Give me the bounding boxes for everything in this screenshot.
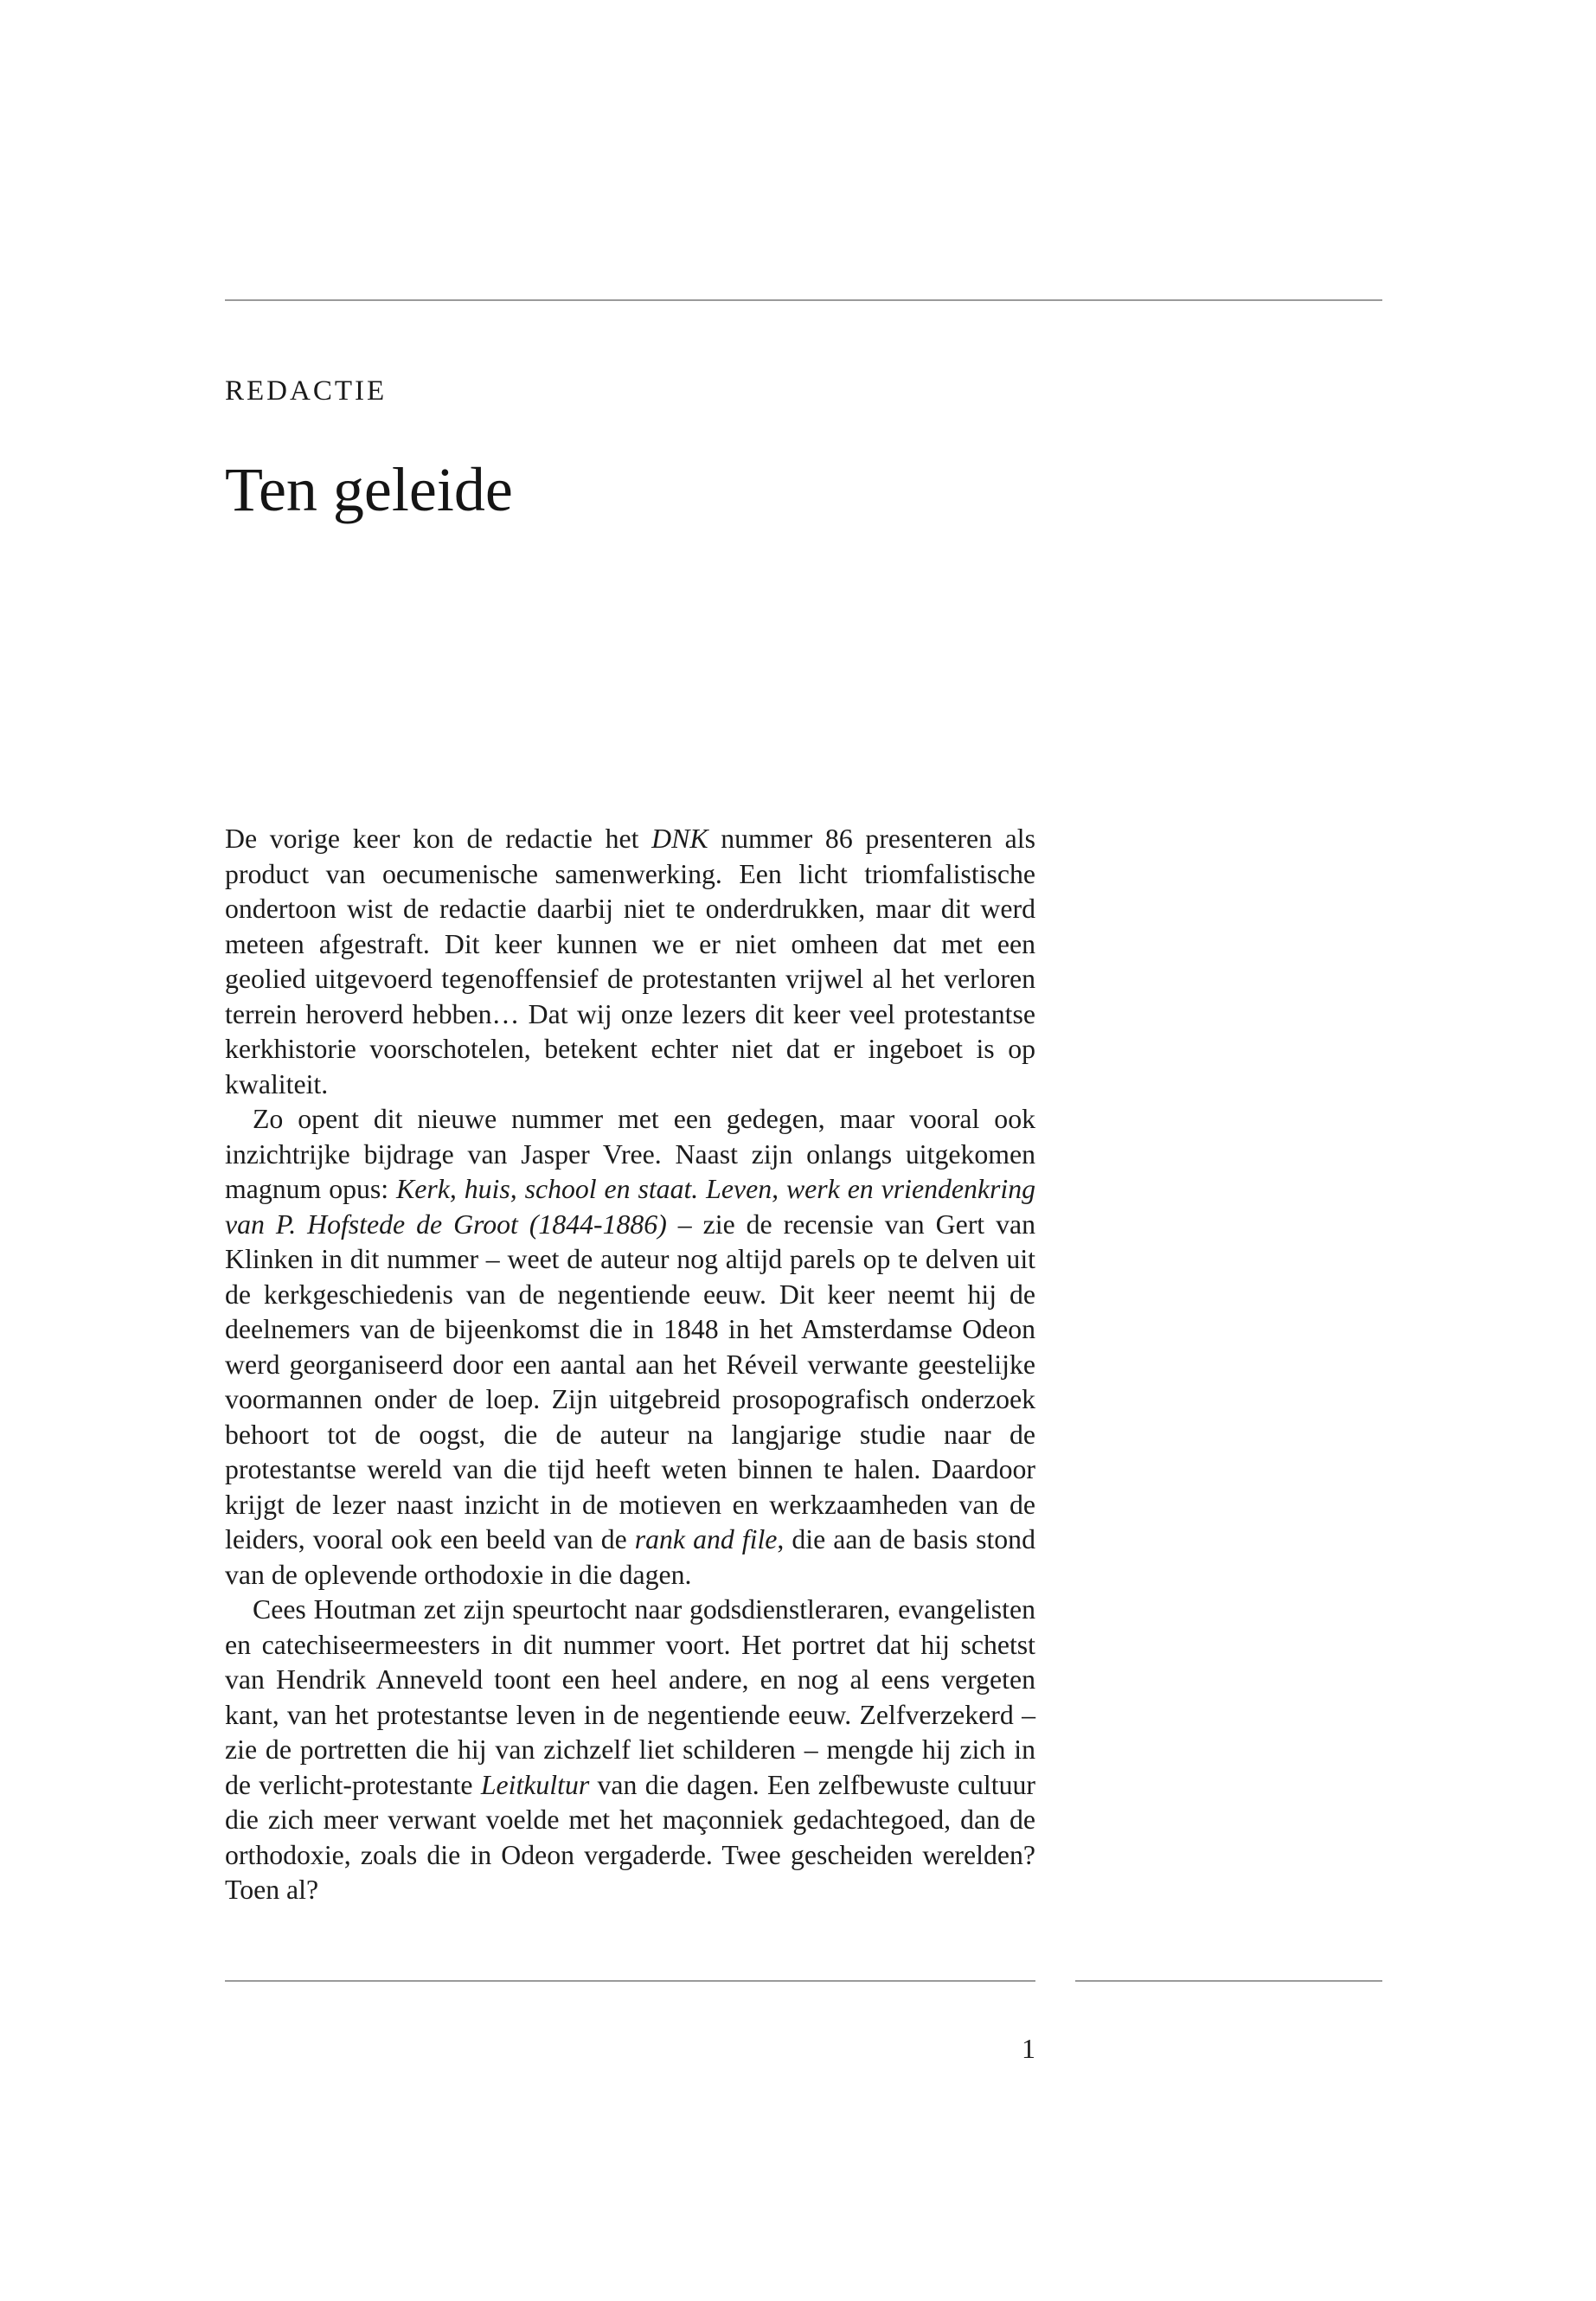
italic-run: DNK <box>651 824 708 854</box>
article-body <box>225 822 1035 1908</box>
body-paragraph <box>225 1102 1035 1593</box>
page-number: 1 <box>1022 2033 1035 2064</box>
text-run: De vorige keer kon de redactie het <box>225 824 652 854</box>
italic-run: Leitkultur <box>480 1769 590 1800</box>
body-paragraph <box>225 822 1035 1102</box>
text-run: Zo opent dit nieuwe nummer met een gedegen, maar vooral ook inzichtrijke bijdrage van Jasper Vree. Naast zijn onlangs uitgekomen magnum opus: <box>225 1104 1035 1204</box>
italic-run: Kerk, huis, school en staat. Leven, werk en vriendenkring van P. Hofstede de Groot (1844-1886) <box>225 1174 1035 1240</box>
text-run: – zie de recensie van Gert van Klinken in dit nummer – weet de auteur nog altijd parels op te delven uit de kerkgeschiedenis van de negentiende eeuw. Dit keer neemt hij de deelnemers van de bijeenkomst die in 1848 in het Amsterdamse Odeon werd georganiseerd door een aantal aan het Réveil verwante geestelijke voormannen onder de loep. Zijn uitgebreid prosopografisch onderzoek behoort tot de oogst, die de auteur na langjarige studie naar de protestantse wereld van die tijd heeft weten binnen te halen. Daardoor krijgt de lezer naast inzicht in de motieven en werkzaamheden van de leiders, vooral ook een beeld van de <box>225 1208 1035 1554</box>
text-run: nummer 86 presenteren als product van oecumenische samenwerking. Een licht triomfalistische ondertoon wist de redactie daarbij niet te onderdrukken, maar dit werd meteen afgestraft. Dit keer kunnen we er niet omheen dat met een geolied uitgevoerd tegenoffensief de protestanten vrijwel al het verloren terrein heroverd hebben… Dat wij onze lezers dit keer veel protestantse kerkhistorie voorschotelen, betekent echter niet dat er ingeboet is op kwaliteit. <box>225 824 1035 1099</box>
text-run: , die aan de basis stond van de oplevende orthodoxie in die dagen. <box>225 1524 1035 1590</box>
section-label: REDACTIE <box>225 375 388 407</box>
footer-rule-right <box>1075 1980 1382 1982</box>
text-run: Cees Houtman zet zijn speurtocht naar godsdienstleraren, evangelisten en catechiseermeesters in dit nummer voort. Het portret dat hij schetst van Hendrik Anneveld toont een heel andere, en nog al eens vergeten kant, van het protestantse leven in de negentiende eeuw. Zelfverzekerd – zie de portretten die hij van zichzelf liet schilderen – mengde hij zich in de verlicht-protestante <box>225 1594 1035 1800</box>
text-run: van die dagen. Een zelfbewuste cultuur die zich meer verwant voelde met het maçonniek gedachtegoed, dan de orthodoxie, zoals die in Odeon vergaderde. Twee gescheiden werelden? Toen al? <box>225 1769 1035 1905</box>
italic-run: rank and file <box>634 1524 778 1554</box>
page-title: Ten geleide <box>225 455 513 524</box>
top-rule <box>225 299 1382 301</box>
body-paragraph <box>225 1593 1035 1908</box>
footer-rule-left <box>225 1980 1035 1982</box>
